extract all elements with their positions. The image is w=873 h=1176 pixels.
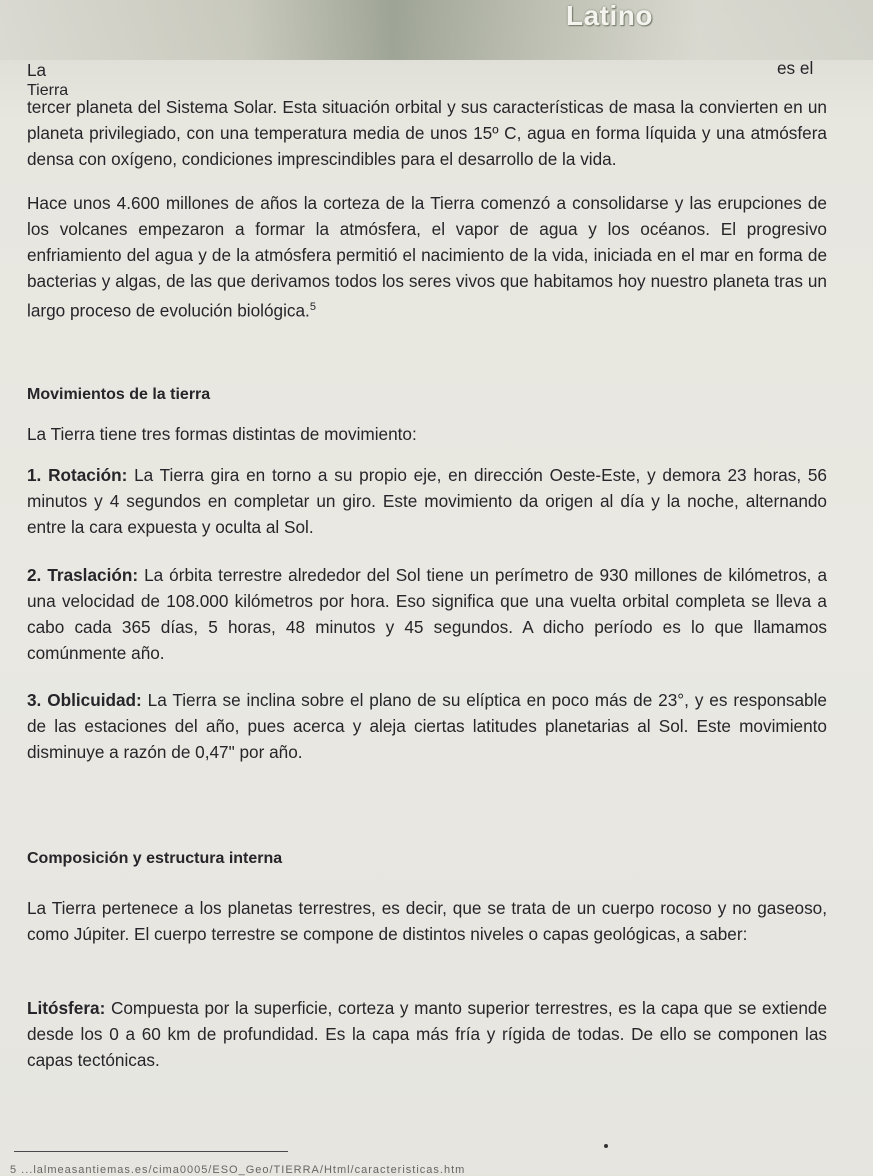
movement-term: 1. Rotación: bbox=[27, 465, 128, 485]
intro-word-tierra: Tierra bbox=[27, 82, 69, 99]
stray-mark bbox=[604, 1144, 608, 1148]
movement-item-rotation bbox=[27, 462, 827, 540]
movement-text: La órbita terrestre alrededor del Sol tiene un perímetro de 930 millones de kilómetros, a una velocidad de 108.000 kilómetros por hora. Eso significa que una vuelta orbital completa se lleva a cabo cada 365 días, 5 horas, 48 minutos y 45 segundos. A dicho período es lo que llamamos comúnmente año. bbox=[27, 565, 827, 663]
layer-term: Litósfera: bbox=[27, 998, 106, 1018]
composition-intro: La Tierra pertenece a los planetas terrestres, es decir, que se trata de un cuerpo rocoso y no gaseoso, como Júpiter. El cuerpo terrestre se compone de distintos niveles o capas geológicas, a saber: bbox=[27, 898, 827, 944]
movement-item-translation bbox=[27, 562, 827, 666]
footnote-divider bbox=[14, 1151, 288, 1152]
footnote-source-url: 5 ...lalmeasantiemas.es/cima0005/ESO_Geo/TIERRA/Html/caracteristicas.htm bbox=[10, 1164, 466, 1176]
movements-heading: Movimientos de la tierra bbox=[27, 386, 211, 403]
header-banner-image bbox=[0, 0, 873, 60]
movement-term: 3. Oblicuidad: bbox=[27, 690, 142, 710]
composition-heading: Composición y estructura interna bbox=[27, 850, 283, 867]
movement-text: La Tierra se inclina sobre el plano de su elíptica en poco más de 23°, y es responsable de las estaciones del año, pues acerca y aleja ciertas latitudes planetarias al Sol. Este movimiento disminuye a razón de 0,47" por año. bbox=[27, 690, 827, 762]
history-text: Hace unos 4.600 millones de años la corteza de la Tierra comenzó a consolidarse y las erupciones de los volcanes empezaron a formar la atmósfera, el vapor de agua y los océanos. El progresivo enfriamiento del agua y de la atmósfera permitió el nacimiento de la vida, iniciada en el mar en forma de bacterias y algas, de las que derivamos todos los seres vivos que habitamos hoy nuestro planeta tras un largo proceso de evolución biológica. bbox=[27, 193, 827, 321]
movements-intro: La Tierra tiene tres formas distintas de movimiento: bbox=[27, 424, 417, 444]
footnote-ref: 5 bbox=[309, 301, 316, 313]
movement-text: La Tierra gira en torno a su propio eje, en dirección Oeste-Este, y demora 23 horas, 56 minutos y 4 segundos en completar un giro. Este movimiento da origen al día y la noche, alternando entre la cara expuesta y oculta al Sol. bbox=[27, 465, 827, 537]
movement-term: 2. Traslación: bbox=[27, 565, 139, 585]
intro-word-es-el: es el bbox=[777, 58, 814, 78]
layer-text: Compuesta por la superficie, corteza y manto superior terrestres, es la capa que se extiende desde los 0 a 60 km de profundidad. Es la capa más fría y rígida de todas. De ello se componen las capas tectónicas. bbox=[27, 998, 828, 1070]
layer-item-lithosphere bbox=[27, 995, 827, 1073]
intro-paragraph: tercer planeta del Sistema Solar. Esta situación orbital y sus características de masa la convierten en un planeta privilegiado, con una temperatura media de unos 15º C, agua en forma líquida y una atmósfera densa con oxígeno, condiciones imprescindibles para el desarrollo de la vida. bbox=[27, 97, 827, 169]
history-paragraph bbox=[27, 190, 827, 324]
movement-item-obliquity bbox=[27, 687, 827, 765]
banner-title: Latino bbox=[566, 0, 653, 31]
intro-word-la: La bbox=[27, 60, 47, 80]
